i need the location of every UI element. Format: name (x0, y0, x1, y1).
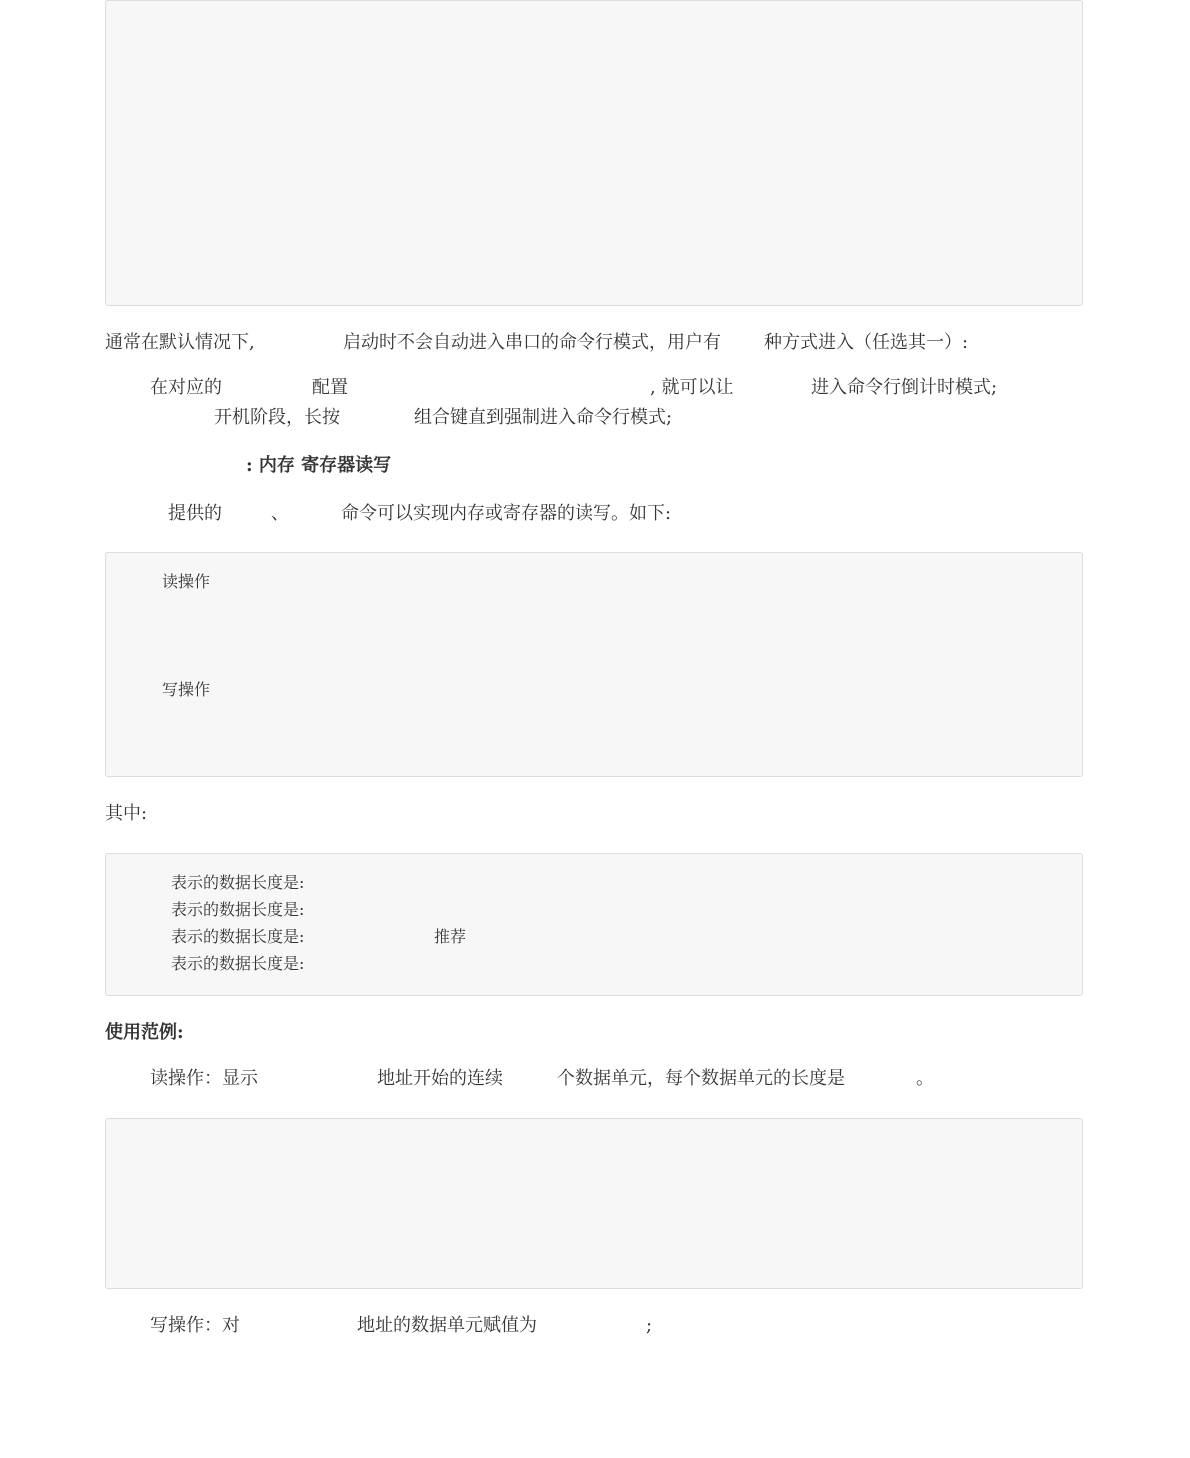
legend-row: 表示的数据长度是: (171, 900, 305, 919)
example-read-text-4: 。 (916, 1068, 934, 1089)
method-1-text-1: 在对应的 (150, 377, 222, 398)
method-1-text-2: 配置 (312, 377, 348, 398)
section-desc-text-1: 提供的 (168, 503, 222, 524)
intro-text-3: 种方式进入（任选其一）: (764, 332, 969, 353)
code-block-example (105, 1118, 1083, 1289)
code-block-md-mw (105, 552, 1083, 777)
section-desc-text-2: 、 (271, 503, 289, 524)
intro-text-1: 通常在默认情况下, (105, 332, 255, 353)
read-comment: 读操作 (162, 572, 211, 591)
code-block-boot (105, 0, 1083, 306)
where-label: 其中: (105, 803, 148, 824)
example-heading: 使用范例: (105, 1022, 184, 1043)
legend-row: 表示的数据长度是: (171, 927, 305, 946)
method-2-text-2: 组合键直到强制进入命令行模式; (414, 407, 673, 428)
method-2-text-1: 开机阶段，长按 (214, 407, 340, 428)
method-1-text-3: , 就可以让 (650, 377, 734, 398)
example-read-text-2: 地址开始的连续 (377, 1068, 503, 1089)
method-1-text-4: 进入命令行倒计时模式; (811, 377, 998, 398)
example-write-text-2: 地址的数据单元赋值为 (357, 1315, 537, 1336)
example-write-text-3: ; (646, 1315, 653, 1336)
legend-row: 表示的数据长度是: (171, 873, 305, 892)
section-desc-text-3: 命令可以实现内存或寄存器的读写。如下: (341, 503, 672, 524)
example-read-text-1: 读操作：显示 (150, 1068, 258, 1089)
intro-text-2: 启动时不会自动进入串口的命令行模式，用户有 (343, 332, 721, 353)
code-block-length-legend (105, 853, 1083, 996)
example-write-text-1: 写操作：对 (150, 1315, 240, 1336)
example-read-text-3: 个数据单元，每个数据单元的长度是 (557, 1068, 845, 1089)
recommend-note: 推荐 (434, 927, 467, 946)
section-heading: : 内存 寄存器读写 (246, 455, 392, 476)
write-comment: 写操作 (162, 680, 211, 699)
legend-row: 表示的数据长度是: (171, 954, 305, 973)
